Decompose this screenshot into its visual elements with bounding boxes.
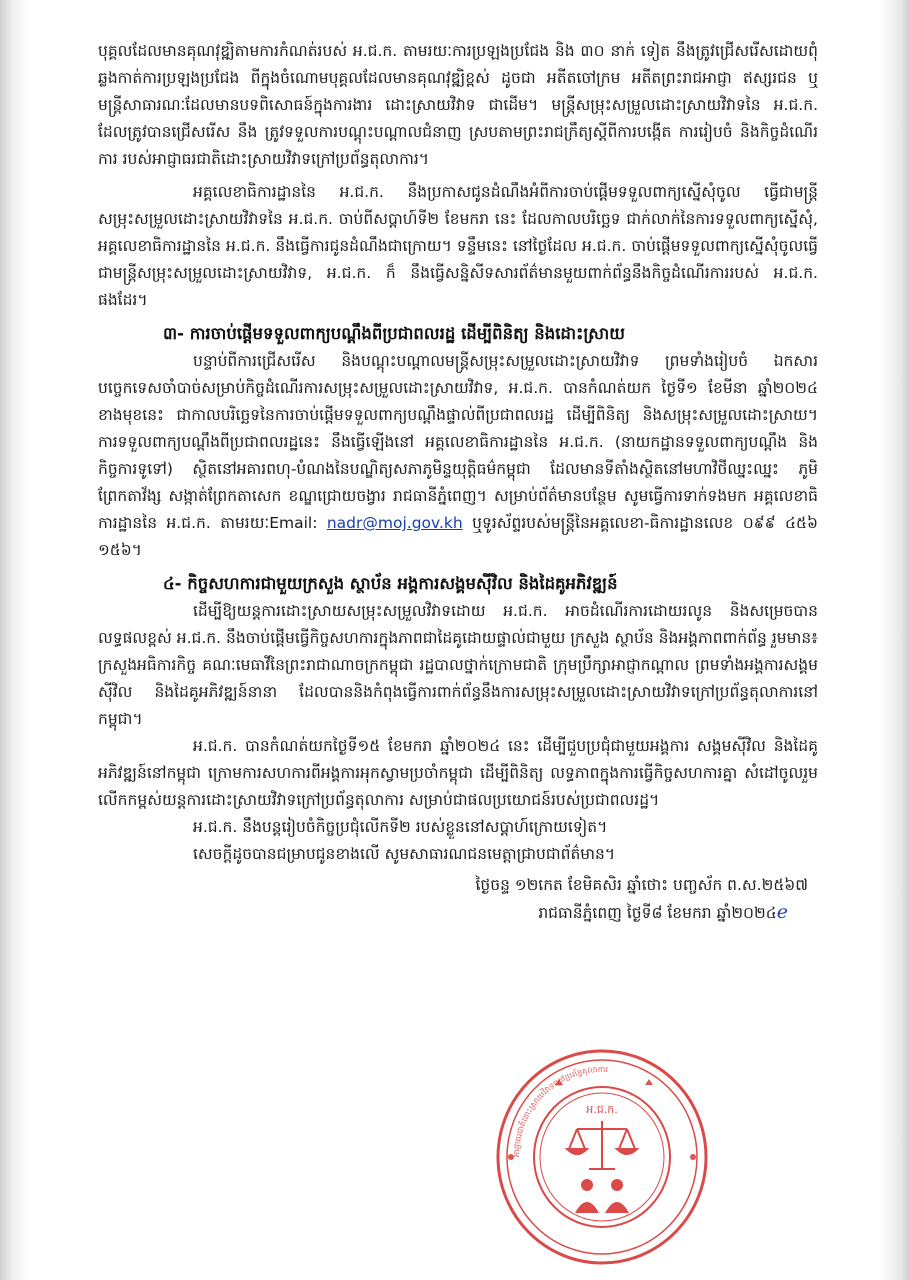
email-link[interactable]: nadr@moj.gov.kh: [326, 514, 463, 532]
paragraph-secretariat-announcement: អគ្គលេខាធិការដ្ឋាននៃ អ.ជ.ក. នឹងប្រកាសជូនដំណឹងអំពីការចាប់ផ្តើមទទួលពាក្យស្នើសុំចូល ធ្វើជាមន្ត្រីសម្រុះសម្រួលដោះស្រាយវិវាទនៃ អ.ជ.ក. ចាប់ពីសប្តាហ៍ទី២ ខែមករា នេះ ដែលកាលបរិច្ឆេទ ជាក់លាក់នៃការទទួលពាក្យស្នើសុំ, អគ្គលេខាធិការដ្ឋាននៃ អ.ជ.ក. នឹងធ្វើការជូនដំណឹងជាក្រោយ។ ទន្ទឹមនេះ នៅថ្ងៃដែល អ.ជ.ក. ចាប់ផ្តើមទទួលពាក្យស្នើសុំចូលធ្វើជាមន្ត្រីសម្រុះសម្រួលដោះស្រាយវិវាទ, អ.ជ.ក. ក៏ នឹងធ្វើសន្និសីទសារព័ត៌មានមួយពាក់ព័ន្ធនឹងកិច្ចដំណើរការរបស់ អ.ជ.ក. ផងដែរ។: [98, 183, 818, 309]
scales-of-justice-icon: [567, 1121, 637, 1169]
seal-center-text: អ.ជ.ក.: [586, 1103, 618, 1116]
date-solar-line: [98, 899, 818, 927]
paragraph-meeting: អ.ជ.ក. បានកំណត់យកថ្ងៃទី១៥ ខែមករា ឆ្នាំ២០២៤ នេះ ដើម្បីជួបប្រជុំជាមួយអង្គការ សង្គមស៊ីវិល និងដៃគូអភិវឌ្ឍន៍នៅកម្ពុជា ក្រោមការសហការពីអង្គការអុកស្វាមប្រចាំកម្ពុជា ដើម្បីពិនិត្យ លទ្ធភាពក្នុងការធ្វើកិច្ចសហការគ្នា សំដៅចូលរួមលើកកម្ពស់យន្តការដោះស្រាយវិវាទក្រៅប្រព័ន្ធតុលាការ សម្រាប់ជាផលប្រយោជន៍របស់ប្រជាពលរដ្ឋ។: [98, 737, 818, 809]
paragraph-intro-continued: បុគ្គលដែលមានគុណវុឌ្ឍិតាមការកំណត់របស់ អ.ជ.ក. តាមរយៈការប្រឡងប្រជែង និង ៣០ នាក់ ទៀត នឹងត្រូវជ្រើសរើសដោយពុំឆ្លងកាត់ការប្រឡងប្រជែង ពីក្នុងចំណោមបុគ្គលដែលមានគុណវុឌ្ឍិខ្ពស់ ដូចជា អតីតចៅក្រម អតីតព្រះរាជអាជ្ញា ឥស្សរជន ឬមន្ត្រីសាធារណៈដែលមានបទពិសោធន៍ក្នុងការងារ ដោះស្រាយវិវាទ ជាដើម។ មន្ត្រីសម្រុះសម្រួលដោះស្រាយវិវាទនៃ អ.ជ.ក. ដែលត្រូវបានជ្រើសរើស នឹង ត្រូវទទួលការបណ្តុះបណ្តាលជំនាញ ស្របតាមព្រះរាជក្រឹត្យស្តីពីការបង្កើត ការរៀបចំ និងកិច្ចដំណើរការ របស់អាជ្ញាធរជាតិដោះស្រាយវិវាទក្រៅប្រព័ន្ធតុលាការ។: [98, 42, 818, 168]
document-body: [98, 38, 818, 927]
date-lunar: ថ្ងៃចន្ទ ១២កេត ខែមិគសិរ ឆ្នាំថោះ បញ្ចស័ក ព.ស.២៥៦៧: [475, 876, 808, 894]
paragraph-complaints-text: បន្ទាប់ពីការជ្រើសរើស និងបណ្តុះបណ្តាលមន្ត្រីសម្រុះសម្រួលដោះស្រាយវិវាទ ព្រមទាំងរៀបចំ ឯកសារបច្ចេកទេសចាំបាច់សម្រាប់កិច្ចដំណើរការសម្រុះសម្រួលដោះស្រាយវិវាទ, អ.ជ.ក. បានកំណត់យក ថ្ងៃទី១ ខែមីនា ឆ្នាំ២០២៤ ខាងមុខនេះ ជាកាលបរិច្ឆេទនៃការចាប់ផ្តើមទទួលពាក្យបណ្តឹងផ្ទាល់ពីប្រជាពលរដ្ឋ ដើម្បីពិនិត្យ និងសម្រុះសម្រួលដោះស្រាយ។ ការទទួលពាក្យបណ្តឹងពីប្រជាពលរដ្ឋនេះ នឹងធ្វើឡើងនៅ អគ្គលេខាធិការដ្ឋាននៃ អ.ជ.ក. (នាយកដ្ឋានទទួលពាក្យបណ្តឹង និងកិច្ចការទូទៅ) ស្ថិតនៅអគារពហុ-បំណងនៃបណ្ឌិត្យសភាភូមិន្ទយុត្តិធម៌កម្ពុជា ដែលមានទីតាំងស្ថិតនៅមហាវិថីឈ្នះឈ្នះ ភូមិព្រែកតាវ័ង្ស សង្កាត់ព្រែកតាសេក ខណ្ឌជ្រោយចង្វារ រាជធានីភ្នំពេញ។ សម្រាប់ព័ត៌មានបន្ថែម សូមធ្វើការទាក់ទងមក អគ្គលេខាធិការដ្ឋាននៃ អ.ជ.ក. តាមរយៈEmail:: [98, 352, 818, 532]
paragraph-cooperation: ដើម្បីឱ្យយន្តការដោះស្រាយសម្រុះសម្រួលវិវាទដោយ អ.ជ.ក. អាចដំណើរការដោយរលូន និងសម្រេចបានលទ្ធផលខ្ពស់ អ.ជ.ក. នឹងចាប់ផ្តើមធ្វើកិច្ចសហការក្នុងភាពជាដៃគូដោយផ្ទាល់ជាមួយ ក្រសួង ស្ថាប័ន និងអង្គភាពពាក់ព័ន្ធ រួមមាន៖ ក្រសួងអធិការកិច្ច គណៈមេធាវីនៃព្រះរាជាណាចក្រកម្ពុជា រដ្ឋបាលថ្នាក់ក្រោមជាតិ ក្រុមប្រឹក្សាអាជ្ញាកណ្តាល ព្រមទាំងអង្គការសង្គមស៊ីវិល និងដៃគូអភិវឌ្ឍន៍នានា ដែលបាននិងកំពុងធ្វើការពាក់ព័ន្ធនឹងការសម្រុះសម្រួលដោះស្រាយវិវាទក្រៅប្រព័ន្ធតុលាការនៅកម្ពុជា។: [98, 602, 818, 728]
paragraph-next-meeting: អ.ជ.ក. នឹងបន្តរៀបចំកិច្ចប្រជុំលើកទី២ របស់ខ្លួននៅសប្តាហ៍ក្រោយទៀត។: [193, 818, 608, 836]
signature-mark: e: [776, 901, 788, 923]
seal-ring-text: អាជ្ញាធរជាតិដោះស្រាយវិវាទក្រៅប្រព័ន្ធតុលាការ: [511, 1064, 609, 1158]
paragraph-complaints-phone: ឬទូរស័ព្ទរបស់មន្ត្រីនៃអគ្គលេខា-ធិការដ្ឋានលេខ ០៩៩ ៤៥៦ ១៥៦។: [98, 514, 818, 559]
people-icon: [575, 1179, 629, 1213]
section-heading-4: ៤- កិច្ចសហការជាមួយក្រសួង ស្ថាប័ន អង្គការសង្គមស៊ីវិល និងដៃគូអភិវឌ្ឍន៍: [163, 574, 618, 593]
paragraph-closing: សេចក្តីដូចបានជម្រាបជូនខាងលើ សូមសាធារណជនមេត្តាជ្រាបជាព័ត៌មាន។: [193, 845, 616, 863]
paragraph-complaints-start: [98, 348, 818, 564]
section-heading-3: ៣- ការចាប់ផ្តើមទទួលពាក្យបណ្តឹងពីប្រជាពលរដ្ឋ ដើម្បីពិនិត្យ និងដោះស្រាយ: [163, 324, 625, 343]
official-seal: [495, 1045, 710, 1265]
date-solar: រាជធានីភ្នំពេញ ថ្ងៃទី៨ ខែមករា ឆ្នាំ២០២៤: [538, 904, 777, 922]
